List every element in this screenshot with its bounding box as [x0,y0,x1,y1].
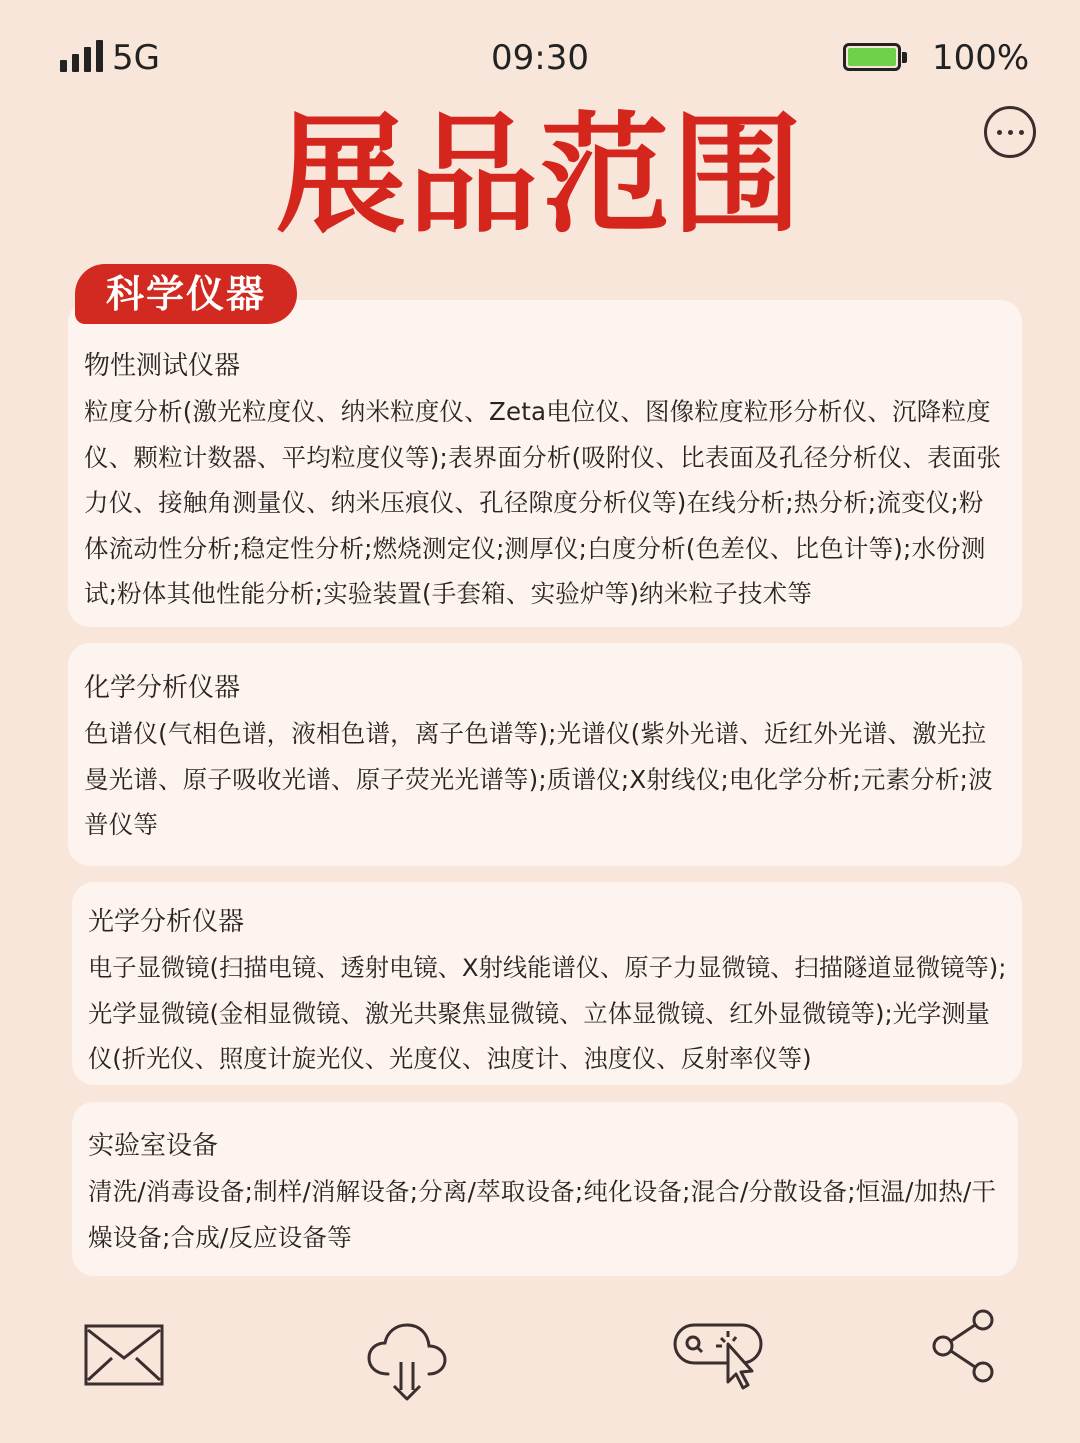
page-title: 展品范围 [275,99,804,251]
section-card-optical [72,882,1022,1085]
mail-button[interactable] [84,1324,164,1390]
share-icon [930,1308,996,1384]
section-heading: 实验室设备 [88,1131,219,1161]
network-type: 5G [112,38,160,78]
mail-icon [84,1324,164,1386]
section-card-physical [68,300,1022,627]
battery-percent: 100% [932,38,1030,78]
section-body: 色谱仪(气相色谱，液相色谱，离子色谱等);光谱仪(紫外光谱、近红外光谱、激光拉曼光谱、原子吸收光谱、原子荧光光谱等);质谱仪;X射线仪;电化学分析;元素分析;波普仪等 [84,719,993,840]
download-button[interactable] [366,1322,448,1406]
cloud-download-icon [366,1322,448,1402]
section-heading: 物性测试仪器 [84,351,241,381]
section-body: 粒度分析(激光粒度仪、纳米粒度仪、Zeta电位仪、图像粒度粒形分析仪、沉降粒度仪、颗粒计数器、平均粒度仪等);表界面分析(吸附仪、比表面及孔径分析仪、表面张力仪、接触角测量仪、纳米压痕仪、孔径隙度分析仪等)在线分析;热分析;流变仪;粉体流动性分析;稳定性分析;燃烧测定仪;测厚仪;白度分析(色差仪、比色计等);水份测试;粉体其他性能分析;实验装置(手套箱、实验炉等)纳米粒子技术等 [84,397,1002,609]
clock: 09:30 [491,38,589,78]
search-click-icon [672,1322,764,1392]
section-body: 清洗/消毒设备;制样/消解设备;分离/萃取设备;纯化设备;混合/分散设备;恒温/加热/干燥设备;合成/反应设备等 [88,1177,997,1252]
battery-icon [843,43,901,71]
category-tag: 科学仪器 [75,264,297,324]
section-heading: 光学分析仪器 [88,907,245,937]
search-button[interactable] [672,1322,764,1396]
section-card-lab [72,1102,1018,1276]
section-card-chemical [68,643,1022,866]
bottom-toolbar [0,1300,1080,1410]
share-button[interactable] [930,1308,996,1388]
section-heading: 化学分析仪器 [84,673,241,703]
section-body: 电子显微镜(扫描电镜、透射电镜、X射线能谱仪、原子力显微镜、扫描隧道显微镜等);光学显微镜(金相显微镜、激光共聚焦显微镜、立体显微镜、红外显微镜等);光学测量仪(折光仪、照度计旋光仪、光度仪、浊度计、浊度仪、反射率仪等) [88,953,1007,1074]
